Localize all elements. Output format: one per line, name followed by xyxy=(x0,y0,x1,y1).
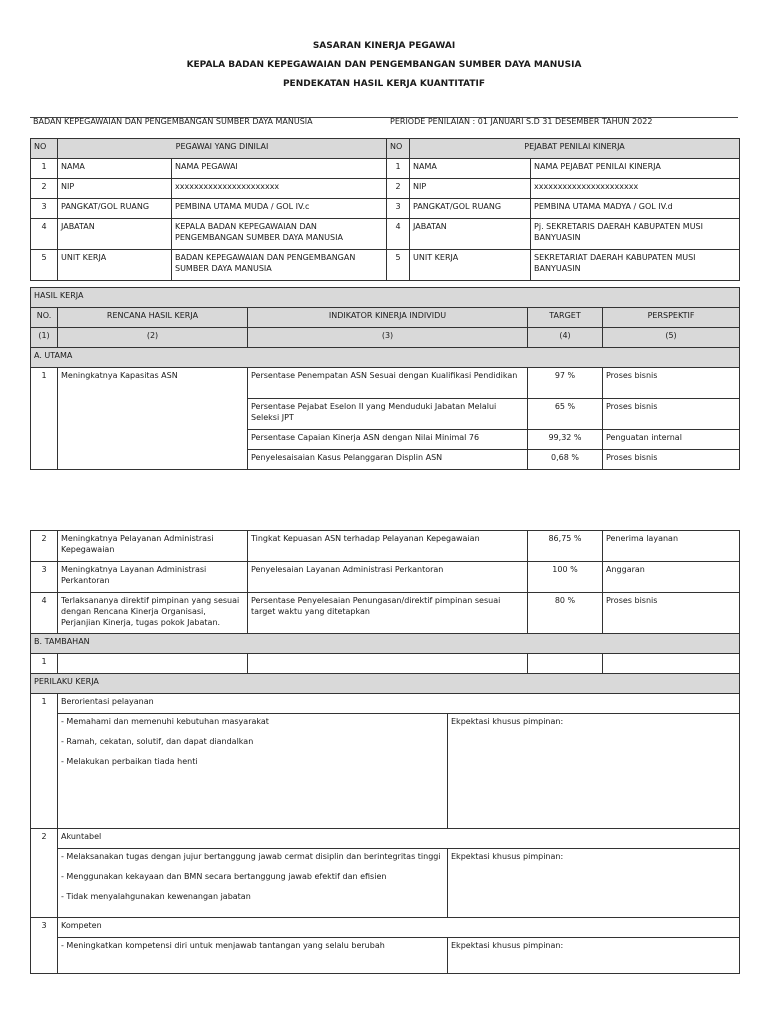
row-no: 3 xyxy=(387,199,410,219)
utama-label: A. UTAMA xyxy=(31,348,740,368)
perspektif-cell xyxy=(603,654,740,674)
perspektif-cell: Proses bisnis xyxy=(603,450,740,470)
row-label: NIP xyxy=(410,179,531,199)
target-cell: 80 % xyxy=(528,593,603,634)
behavior-title-row xyxy=(31,829,740,849)
row-no: 5 xyxy=(387,250,410,281)
behavior-detail-row xyxy=(31,849,740,918)
document-title: SASARAN KINERJA PEGAWAI xyxy=(312,41,456,51)
col-number: (2) xyxy=(58,328,248,348)
rencana-cell: Meningkatnya Pelayanan Administrasi Kepegawaian xyxy=(58,531,248,562)
header-pejabat: PEJABAT PENILAI KINERJA xyxy=(410,139,740,159)
row-no: 1 xyxy=(31,159,58,179)
perspektif-cell: Proses bisnis xyxy=(603,368,740,399)
table-row xyxy=(31,562,740,593)
row-label: NAMA xyxy=(58,159,172,179)
agency-name: BADAN KEPEGAWAIAN DAN PENGEMBANGAN SUMBER DAYA MANUSIA xyxy=(33,117,313,126)
row-label: PANGKAT/GOL RUANG xyxy=(58,199,172,219)
row-no: 3 xyxy=(31,199,58,219)
row-label: JABATAN xyxy=(58,219,172,250)
target-cell: 100 % xyxy=(528,562,603,593)
behavior-title-row xyxy=(31,918,740,938)
behavior-point: - Tidak menyalahgunakan kewenangan jabatan xyxy=(61,892,251,901)
identity-table xyxy=(30,138,740,281)
behavior-points xyxy=(58,714,448,829)
behavior-title: Berorientasi pelayanan xyxy=(58,694,740,714)
indikator-cell: Persentase Penyelesaian Penungasan/direktif pimpinan sesuai target waktu yang ditetapkan xyxy=(248,593,528,634)
hasil-kerja-table xyxy=(30,287,740,470)
behavior-detail-row xyxy=(31,938,740,974)
target-cell: 65 % xyxy=(528,399,603,430)
pegawai-value: KEPALA BADAN KEPEGAWAIAN DAN PENGEMBANGAN SUMBER DAYA MANUSIA xyxy=(172,219,387,250)
indikator-cell: Persentase Pejabat Eselon II yang Menduduki Jabatan Melalui Seleksi JPT xyxy=(248,399,528,430)
col-header-indikator: INDIKATOR KINERJA INDIVIDU xyxy=(248,308,528,328)
col-header-target: TARGET xyxy=(528,308,603,328)
behavior-point: - Memahami dan memenuhi kebutuhan masyarakat xyxy=(61,717,269,726)
perilaku-kerja-table xyxy=(30,673,740,974)
identity-row xyxy=(31,219,740,250)
target-cell: 86,75 % xyxy=(528,531,603,562)
behavior-point: - Melaksanakan tugas dengan jujur bertanggung jawab cermat disiplin dan berintegritas tinggi xyxy=(61,852,441,861)
row-no: 1 xyxy=(31,654,58,674)
behavior-point: - Melakukan perbaikan tiada henti xyxy=(61,757,198,766)
col-header-no: NO. xyxy=(31,308,58,328)
row-no: 1 xyxy=(31,694,58,829)
header-pegawai: PEGAWAI YANG DINILAI xyxy=(58,139,387,159)
ekspektasi-cell: Ekpektasi khusus pimpinan: xyxy=(448,938,740,974)
col-number: (3) xyxy=(248,328,528,348)
target-cell xyxy=(528,654,603,674)
table-row xyxy=(31,593,740,634)
row-no: 1 xyxy=(387,159,410,179)
identity-row xyxy=(31,250,740,281)
indikator-cell: Persentase Penempatan ASN Sesuai dengan Kualifikasi Pendidikan xyxy=(248,368,528,399)
identity-row xyxy=(31,179,740,199)
row-no: 3 xyxy=(31,918,58,974)
ekspektasi-cell: Ekpektasi khusus pimpinan: xyxy=(448,714,740,829)
table-row xyxy=(31,654,740,674)
row-no: 2 xyxy=(31,531,58,562)
header-no-2: NO xyxy=(387,139,410,159)
pegawai-value: xxxxxxxxxxxxxxxxxxxxxx xyxy=(172,179,387,199)
row-label: PANGKAT/GOL RUANG xyxy=(410,199,531,219)
row-no: 4 xyxy=(387,219,410,250)
perspektif-cell: Penerima layanan xyxy=(603,531,740,562)
row-no: 3 xyxy=(31,562,58,593)
identity-row xyxy=(31,199,740,219)
table-row xyxy=(31,531,740,562)
pejabat-value: NAMA PEJABAT PENILAI KINERJA xyxy=(531,159,740,179)
pejabat-value: PEMBINA UTAMA MADYA / GOL IV.d xyxy=(531,199,740,219)
behavior-point: - Menggunakan kekayaan dan BMN secara bertanggung jawab efektif dan efisien xyxy=(61,872,387,881)
row-label: NIP xyxy=(58,179,172,199)
row-label: UNIT KERJA xyxy=(410,250,531,281)
behavior-title-row xyxy=(31,694,740,714)
hasil-kerja-continued-table xyxy=(30,530,740,674)
pegawai-value: BADAN KEPEGAWAIAN DAN PENGEMBANGAN SUMBER DAYA MANUSIA xyxy=(172,250,387,281)
behavior-title: Kompeten xyxy=(58,918,740,938)
indikator-cell xyxy=(248,654,528,674)
identity-row xyxy=(31,159,740,179)
pejabat-value: xxxxxxxxxxxxxxxxxxxxxx xyxy=(531,179,740,199)
rencana-cell: Terlaksananya direktif pimpinan yang sesuai dengan Rencana Kinerja Organisasi, Perjanjian Kinerja, tugas pokok Jabatan. xyxy=(58,593,248,634)
perspektif-cell: Penguatan internal xyxy=(603,430,740,450)
row-label: UNIT KERJA xyxy=(58,250,172,281)
header-no: NO xyxy=(31,139,58,159)
row-no: 4 xyxy=(31,593,58,634)
row-no: 4 xyxy=(31,219,58,250)
target-cell: 0,68 % xyxy=(528,450,603,470)
pejabat-value: SEKRETARIAT DAERAH KABUPATEN MUSI BANYUASIN xyxy=(531,250,740,281)
behavior-title: Akuntabel xyxy=(58,829,740,849)
behavior-detail-row xyxy=(31,714,740,829)
perspektif-cell: Anggaran xyxy=(603,562,740,593)
table-row xyxy=(31,368,740,399)
rencana-cell: Meningkatnya Kapasitas ASN xyxy=(58,368,248,470)
perspektif-cell: Proses bisnis xyxy=(603,399,740,430)
behavior-point: - Meningkatkan kompetensi diri untuk menjawab tantangan yang selalu berubah xyxy=(61,941,385,950)
assessment-period: PERIODE PENILAIAN : 01 JANUARI S.D 31 DESEMBER TAHUN 2022 xyxy=(390,117,653,126)
pejabat-value: Pj. SEKRETARIS DAERAH KABUPATEN MUSI BANYUASIN xyxy=(531,219,740,250)
perilaku-section: PERILAKU KERJA xyxy=(31,674,740,694)
indikator-cell: Penyelesaian Layanan Administrasi Perkantoran xyxy=(248,562,528,593)
pegawai-value: NAMA PEGAWAI xyxy=(172,159,387,179)
document-subtitle: KEPALA BADAN KEPEGAWAIAN DAN PENGEMBANGAN SUMBER DAYA MANUSIA xyxy=(186,60,582,70)
rencana-cell: Meningkatnya Layanan Administrasi Perkantoran xyxy=(58,562,248,593)
row-no: 5 xyxy=(31,250,58,281)
perspektif-cell: Proses bisnis xyxy=(603,593,740,634)
col-number: (1) xyxy=(31,328,58,348)
row-no: 2 xyxy=(387,179,410,199)
col-number: (4) xyxy=(528,328,603,348)
ekspektasi-cell: Ekpektasi khusus pimpinan: xyxy=(448,849,740,918)
col-number: (5) xyxy=(603,328,740,348)
row-no: 2 xyxy=(31,829,58,918)
pegawai-value: PEMBINA UTAMA MUDA / GOL IV.c xyxy=(172,199,387,219)
document-approach: PENDEKATAN HASIL KERJA KUANTITATIF xyxy=(282,79,486,89)
row-label: JABATAN xyxy=(410,219,531,250)
row-label: NAMA xyxy=(410,159,531,179)
hasil-kerja-section: HASIL KERJA xyxy=(31,288,740,308)
col-header-perspektif: PERSPEKTIF xyxy=(603,308,740,328)
behavior-point: - Ramah, cekatan, solutif, dan dapat diandalkan xyxy=(61,737,254,746)
row-no: 2 xyxy=(31,179,58,199)
target-cell: 97 % xyxy=(528,368,603,399)
tambahan-label: B. TAMBAHAN xyxy=(31,634,740,654)
behavior-points xyxy=(58,849,448,918)
rencana-cell xyxy=(58,654,248,674)
target-cell: 99,32 % xyxy=(528,430,603,450)
indikator-cell: Penyelesaisaian Kasus Pelanggaran Displin ASN xyxy=(248,450,528,470)
indikator-cell: Tingkat Kepuasan ASN terhadap Pelayanan Kepegawaian xyxy=(248,531,528,562)
col-header-rencana: RENCANA HASIL KERJA xyxy=(58,308,248,328)
behavior-points xyxy=(58,938,448,974)
indikator-cell: Persentase Capaian Kinerja ASN dengan Nilai Minimal 76 xyxy=(248,430,528,450)
row-no: 1 xyxy=(31,368,58,470)
